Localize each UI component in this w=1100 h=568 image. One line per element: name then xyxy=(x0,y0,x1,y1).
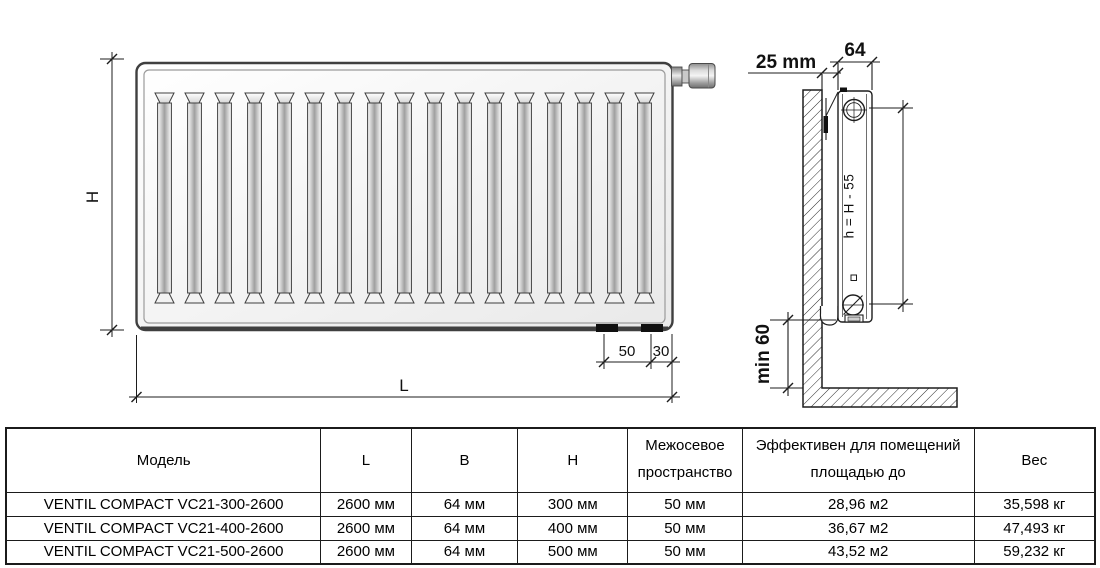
bottom-connection-stub-right xyxy=(641,324,663,332)
cell-length: 2600 мм xyxy=(321,516,411,540)
dim-label-L: L xyxy=(399,376,409,395)
cell-height: 300 мм xyxy=(518,492,628,516)
cell-weight: 47,493 кг xyxy=(974,516,1095,540)
dim-label-h-H-55: h = H - 55 xyxy=(841,173,857,239)
dim-label-64: 64 xyxy=(844,40,866,61)
col-header-height: H xyxy=(518,428,628,492)
cell-height: 400 мм xyxy=(518,516,628,540)
cell-area: 28,96 м2 xyxy=(742,492,974,516)
bottom-connection-valve xyxy=(842,295,864,322)
dim-label-min60: min 60 xyxy=(753,323,774,385)
col-header-spacing-line1: Межосевое xyxy=(645,437,725,455)
cell-model: VENTIL COMPACT VC21-400-2600 xyxy=(6,516,321,540)
dim-label-25mm: 25 mm xyxy=(755,52,817,73)
cell-area: 36,67 м2 xyxy=(742,516,974,540)
thermostatic-valve xyxy=(672,64,716,89)
bottom-connection-stub-left xyxy=(596,324,618,332)
cell-width: 64 мм xyxy=(411,516,518,540)
cell-model: VENTIL COMPACT VC21-500-2600 xyxy=(6,540,321,564)
cell-weight: 59,232 кг xyxy=(974,540,1095,564)
cell-length: 2600 мм xyxy=(321,540,411,564)
dim-label-50: 50 xyxy=(618,343,636,360)
cell-area: 43,52 м2 xyxy=(742,540,974,564)
col-header-width: B xyxy=(411,428,518,492)
dim-label-30: 30 xyxy=(652,343,670,360)
cell-spacing: 50 мм xyxy=(628,540,742,564)
cell-model: VENTIL COMPACT VC21-300-2600 xyxy=(6,492,321,516)
dimension-h-H-55 xyxy=(869,100,913,312)
col-header-model: Модель xyxy=(6,428,321,492)
col-header-spacing xyxy=(628,428,742,492)
dim-label-H: H xyxy=(83,190,102,204)
cell-spacing: 50 мм xyxy=(628,492,742,516)
col-header-area-line1: Эффективен для помещений xyxy=(755,437,961,455)
col-header-spacing-line2: пространство xyxy=(637,464,733,482)
col-header-weight: Вес xyxy=(974,428,1095,492)
rear-panel-bend xyxy=(820,306,838,325)
col-header-area xyxy=(742,428,974,492)
cell-length: 2600 мм xyxy=(321,492,411,516)
col-header-area-line2: площадью до xyxy=(810,464,906,482)
wall-bracket xyxy=(824,92,839,140)
cell-width: 64 мм xyxy=(411,540,518,564)
dimension-H xyxy=(100,52,124,337)
spec-table xyxy=(5,427,1096,565)
cell-height: 500 мм xyxy=(518,540,628,564)
radiator-grooves xyxy=(155,93,654,303)
table-row xyxy=(6,492,1095,516)
table-header-row xyxy=(6,428,1095,492)
cell-width: 64 мм xyxy=(411,492,518,516)
cell-weight: 35,598 кг xyxy=(974,492,1095,516)
table-row xyxy=(6,540,1095,564)
front-view xyxy=(83,52,715,403)
side-view xyxy=(748,40,957,407)
cell-spacing: 50 мм xyxy=(628,516,742,540)
col-header-length: L xyxy=(321,428,411,492)
air-vent-mark xyxy=(840,88,847,93)
table-row xyxy=(6,516,1095,540)
